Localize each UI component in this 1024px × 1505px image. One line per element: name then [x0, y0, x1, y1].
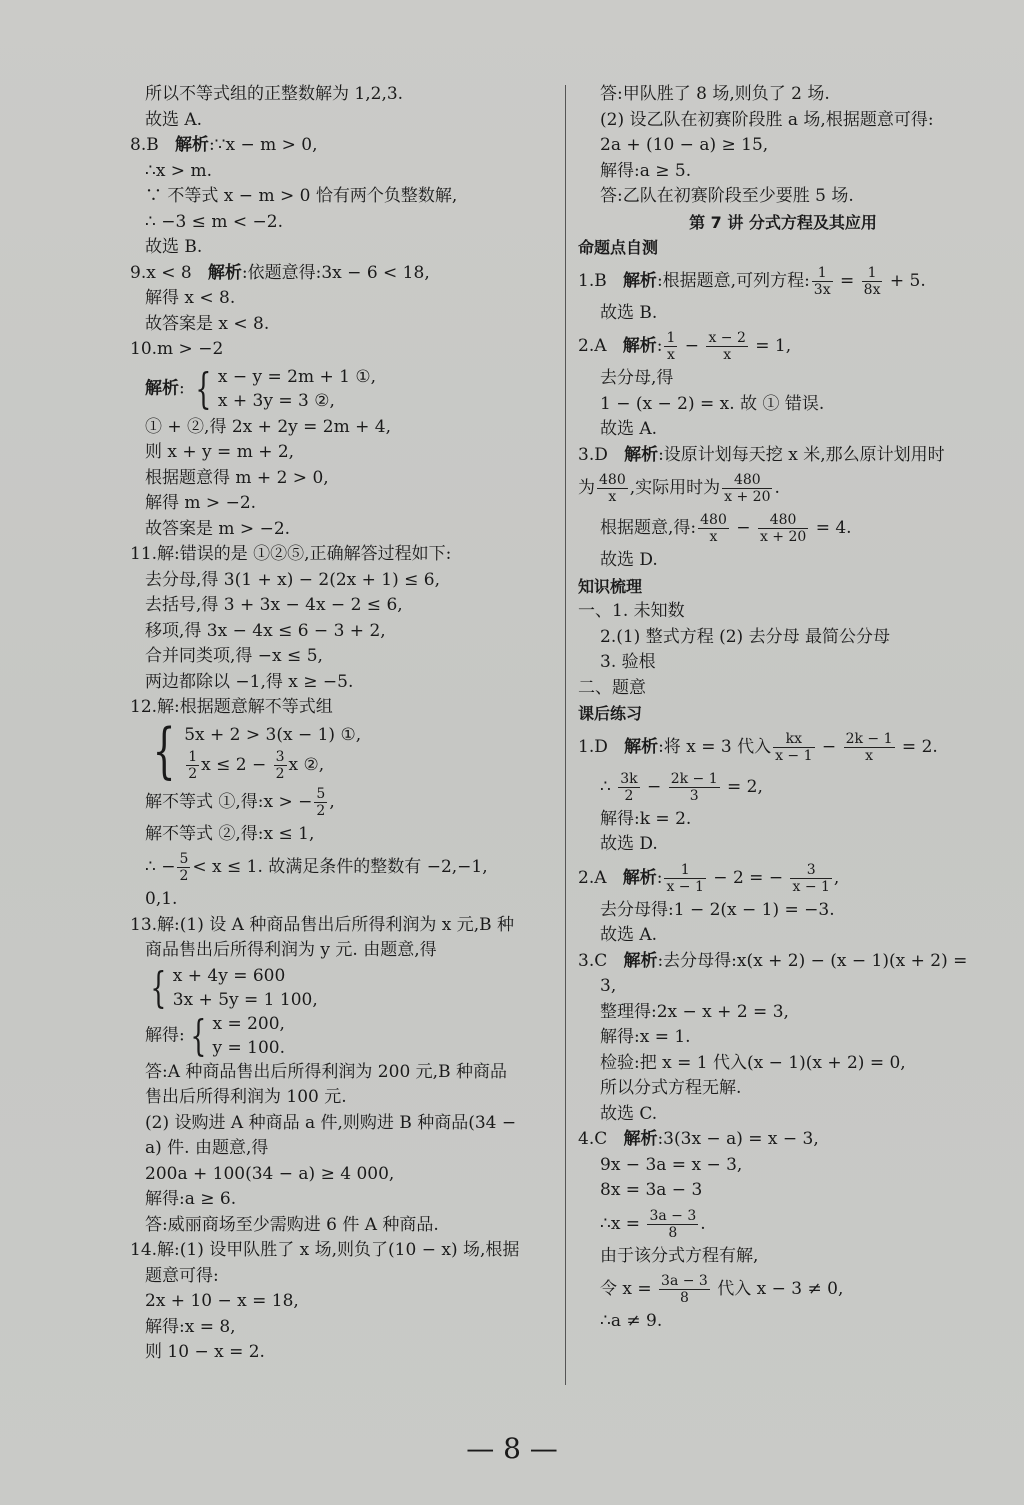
denominator: 3 [689, 787, 699, 804]
fraction [758, 512, 808, 545]
text-line: 故选 D. [600, 550, 658, 570]
text-line: 故选 A. [600, 925, 658, 945]
answer-key: 3.D [578, 444, 608, 465]
text-line [578, 1204, 988, 1244]
text-line: 则 10 − x = 2. [145, 1342, 265, 1362]
fraction [698, 512, 729, 545]
fraction [186, 749, 199, 782]
text-line: 9x − 3a = x − 3, [600, 1154, 743, 1175]
equation: 5x + 2 > 3(x − 1) ①, [184, 724, 362, 745]
numerator: 3a − 3 [649, 1207, 697, 1224]
q9-line [130, 261, 555, 287]
analysis-label: 解析 [623, 950, 658, 971]
numerator: 3 [275, 748, 285, 765]
text-span: < x ≤ 1. 故满足条件的整数有 −2,−1, [192, 857, 488, 877]
denominator: x + 20 [759, 529, 807, 545]
text-line: 答:甲队胜了 8 场,则负了 2 场. [600, 84, 830, 104]
denominator: 2 [188, 765, 198, 782]
text-line: 去分母得:1 − 2(x − 1) = −3. [600, 899, 835, 920]
answer-key: 4.C [578, 1129, 608, 1149]
fraction [844, 731, 895, 764]
equation: 3x + 5y = 1 100, [172, 989, 318, 1010]
text-line: 解不等式 ②,得:x ≤ 1, [145, 823, 315, 844]
equation-system [145, 716, 362, 786]
denominator: x [709, 529, 718, 545]
denominator: 8 [679, 1290, 689, 1306]
q13-system [130, 964, 555, 1012]
denominator: 2 [624, 787, 634, 804]
numerator: 5 [179, 851, 189, 867]
brace-icon: { [152, 716, 176, 786]
denominator: 2 [275, 765, 285, 782]
text-span: 解得: [145, 1025, 185, 1045]
text-line: 两边都除以 −1,得 x ≥ −5. [145, 671, 354, 692]
fraction [706, 330, 747, 363]
text-line: 答:A 种商品售出后所得利润为 200 元,B 种商品 [145, 1061, 507, 1082]
e1-line [578, 727, 988, 767]
equation: x + 3y = 3 ②, [217, 390, 335, 411]
text-line: 检验:把 x = 1 代入(x − 1)(x + 2) = 0, [600, 1052, 906, 1073]
text-span: x ≤ 2 − [201, 754, 267, 775]
fraction [812, 265, 833, 298]
equation: x − y = 2m + 1 ①, [217, 366, 377, 387]
fraction [177, 851, 190, 884]
text-line [578, 1269, 988, 1309]
numerator: 480 [722, 472, 772, 489]
numerator: 1 [188, 748, 198, 765]
text-line: 则 x + y = m + 2, [145, 442, 295, 462]
text-span: = 1, [755, 336, 792, 356]
text-line: 一、1. 未知数 [578, 601, 685, 621]
fraction [773, 731, 814, 764]
numerator: 3a − 3 [661, 1273, 708, 1289]
fraction [669, 771, 720, 804]
denominator: x − 1 [775, 747, 813, 764]
text-span: = [840, 270, 855, 291]
text-line: 解得 x < 8. [145, 288, 236, 308]
right-column [578, 82, 988, 1335]
text-span: = 2. [901, 736, 938, 757]
answer-key: 2.A [578, 336, 607, 356]
answer-key: 3.C [578, 950, 608, 971]
text-line [578, 508, 988, 548]
text-line: 整理得:2x − x + 2 = 3, [600, 1001, 789, 1022]
text-span: x ②, [288, 754, 325, 775]
numerator: 1 [664, 862, 705, 879]
section-title: 第 7 讲 分式方程及其应用 [689, 212, 877, 232]
text-line: 根据题意得 m + 2 > 0, [145, 467, 329, 488]
text-line: 解得:x = 8, [145, 1316, 236, 1337]
text-span: :∵x − m > 0, [208, 135, 318, 155]
text-line: 200a + 100(34 − a) ≥ 4 000, [145, 1163, 395, 1184]
text-line [578, 767, 988, 807]
e4-line [578, 1127, 988, 1153]
equation: y = 100. [212, 1037, 285, 1058]
numerator: 3k [620, 770, 638, 787]
subsection-heading: 课后练习 [578, 704, 643, 723]
text-line: 所以分式方程无解. [600, 1078, 742, 1098]
brace-icon: { [190, 1010, 207, 1060]
equation: x + 4y = 600 [172, 965, 286, 986]
text-span: − 2 = − [713, 867, 784, 888]
fraction [314, 786, 327, 819]
fraction [659, 1273, 710, 1306]
numerator: 480 [700, 512, 727, 528]
text-span: :去分母得:x(x + 2) − (x − 1)(x + 2) = [657, 950, 968, 971]
numerator: 5 [316, 785, 326, 802]
text-line: 2a + (10 − a) ≥ 15, [600, 135, 769, 155]
text-line: 题意可得: [145, 1265, 219, 1286]
answer-key: 1.B [578, 270, 607, 291]
text-line: ∵ 不等式 x − m > 0 恰有两个负整数解, [145, 186, 458, 206]
text-line: 二、题意 [578, 677, 646, 698]
fraction [647, 1208, 698, 1241]
equation-system [145, 964, 318, 1012]
text-line: 解得:a ≥ 5. [600, 160, 692, 181]
numerator: 3 [790, 862, 831, 879]
text-line: 解得:x = 1. [600, 1027, 691, 1047]
text-line: 2x + 10 − x = 18, [145, 1291, 299, 1311]
fraction [790, 862, 831, 895]
text-span: , [329, 791, 335, 812]
denominator: 2 [179, 868, 189, 884]
analysis-label: 解析 [174, 135, 209, 155]
denominator: 8 [668, 1224, 678, 1241]
denominator: 2 [316, 802, 326, 819]
brace-icon: { [195, 363, 212, 413]
text-span: :依题意得:3x − 6 < 18, [241, 262, 430, 283]
answer-key: 8.B [130, 135, 159, 155]
text-line: 13.解:(1) 设 A 种商品售出后所得利润为 x 元,B 种 [130, 914, 515, 935]
text-span: , [833, 867, 840, 888]
denominator: 3x [813, 281, 831, 298]
text-line: 3. 验根 [600, 652, 656, 672]
text-line: 去分母,得 3(1 + x) − 2(2x + 1) ≤ 6, [145, 569, 441, 590]
text-line: 合并同类项,得 −x ≤ 5, [145, 646, 323, 666]
text-span: = 2, [727, 776, 763, 797]
analysis-label: 解析 [622, 270, 657, 291]
numerator: 480 [599, 472, 626, 488]
text-line: 答:乙队在初赛阶段至少要胜 5 场. [600, 186, 854, 206]
fraction [862, 265, 883, 298]
text-span: ,实际用时为 [629, 478, 721, 498]
text-line: 3, [600, 976, 617, 996]
text-line: 由于该分式方程有解, [600, 1245, 759, 1266]
brace-icon: { [150, 962, 167, 1012]
equation: x = 200, [212, 1013, 285, 1034]
numerator: 1 [666, 330, 676, 346]
text-span: 解不等式 ①,得:x > − [145, 791, 313, 812]
text-line: 故答案是 m > −2. [145, 518, 291, 539]
denominator: x − 1 [666, 878, 704, 895]
denominator: x [723, 347, 732, 363]
text-line: 去括号,得 3 + 3x − 4x − 2 ≤ 6, [145, 595, 403, 615]
analysis-label: 解析 [624, 736, 659, 757]
text-line [578, 468, 988, 508]
text-span: ∴x = [600, 1213, 641, 1234]
answer-key: 9.x < 8 [130, 262, 192, 283]
text-span: :设原计划每天挖 x 米,那么原计划用时 [658, 444, 945, 465]
equation [184, 749, 361, 782]
numerator: 1 [812, 265, 833, 282]
text-span: − [647, 776, 662, 797]
text-line: ∴a ≠ 9. [600, 1311, 663, 1331]
text-span: 根据题意,得: [600, 518, 697, 538]
q12-system [130, 716, 555, 786]
text-span: . [700, 1213, 706, 1234]
p3-line [578, 443, 988, 469]
answer-key: 2.A [578, 867, 607, 888]
page-number: — 8 — [466, 1432, 558, 1465]
text-line [130, 782, 555, 822]
p1-line [578, 261, 988, 301]
fraction [618, 771, 639, 804]
numerator: x − 2 [708, 330, 746, 346]
denominator: x [608, 489, 617, 505]
text-line: 故选 B. [600, 302, 658, 323]
analysis-label: 解析 [624, 444, 659, 465]
denominator: x [666, 347, 675, 363]
text-line: 故答案是 x < 8. [145, 313, 270, 334]
q10-system: 解析: { x − y = 2m + 1 ①, x + 3y = 3 ②, [145, 363, 377, 413]
text-line: 移项,得 3x − 4x ≤ 6 − 3 + 2, [145, 620, 386, 641]
answer-key: 1.D [578, 736, 608, 757]
text-line: 解得:a ≥ 6. [145, 1189, 237, 1209]
text-line: 解得:k = 2. [600, 808, 692, 829]
text-line: 12.解:根据题意解不等式组 [130, 697, 333, 717]
text-line: 解得 m > −2. [145, 493, 257, 513]
text-line: ① + ②,得 2x + 2y = 2m + 4, [145, 416, 391, 437]
text-line: (2) 设乙队在初赛阶段胜 a 场,根据题意可得: [600, 109, 934, 130]
text-line: 11.解:错误的是 ①②⑤,正确解答过程如下: [130, 544, 452, 564]
text-span: 为 [578, 478, 595, 498]
text-span: 令 x = [600, 1279, 652, 1299]
fraction [597, 472, 628, 505]
e3-line [578, 949, 988, 975]
analysis-label: 解析 [623, 1129, 658, 1149]
numerator: 2k − 1 [670, 770, 718, 787]
equation-system [190, 365, 376, 413]
text-line: 故选 A. [145, 109, 203, 130]
text-line: 所以不等式组的正整数解为 1,2,3. [145, 84, 404, 104]
text-line: 故选 B. [145, 237, 203, 257]
text-line: (2) 设购进 A 种商品 a 件,则购进 B 种商品(34 − [145, 1112, 517, 1133]
analysis-label: 解析 [207, 262, 242, 283]
fraction [722, 472, 772, 505]
analysis-label: 解析 [622, 867, 657, 888]
text-line: 答:威丽商场至少需购进 6 件 A 种商品. [145, 1214, 439, 1235]
numerator: kx [773, 731, 814, 748]
text-line: 故选 C. [600, 1103, 658, 1124]
text-line [130, 847, 555, 887]
text-line: 去分母,得 [600, 368, 674, 388]
subsection-heading: 命题点自测 [578, 238, 659, 257]
text-span: − [684, 336, 700, 356]
subsection-heading: 知识梳理 [578, 576, 643, 596]
text-line: 14.解:(1) 设甲队胜了 x 场,则负了(10 − x) 场,根据 [130, 1240, 520, 1260]
denominator: x − 1 [792, 878, 830, 895]
text-span: ∴ − [145, 857, 176, 877]
numerator: 2k − 1 [845, 730, 893, 747]
q8-line [130, 133, 555, 159]
fraction [664, 862, 705, 895]
left-column [130, 82, 555, 1366]
text-span: − [736, 518, 751, 538]
numerator: 480 [758, 512, 808, 529]
denominator: 8x [863, 281, 881, 298]
text-line: 8x = 3a − 3 [600, 1180, 703, 1200]
text-span: :3(3x − a) = x − 3, [657, 1129, 819, 1149]
analysis-label: 解析 [145, 378, 179, 398]
text-span: + 5. [889, 270, 926, 291]
e2-line: 2.A 解析: $\frac{1}{x - 1}$ − 2 = − $\frac{3}{x - 1}$ , [578, 861, 840, 895]
text-line: ∴x > m. [145, 160, 212, 181]
text-span: :将 x = 3 代入 [658, 736, 772, 757]
fraction [274, 749, 287, 782]
text-line: 2.(1) 整式方程 (2) 去分母 最简公分母 [600, 626, 890, 647]
p2-line: 2.A 解析: $\frac{1}{x}$ − $\frac{x - 2}{x}$ = 1, [578, 330, 792, 363]
text-line: 故选 D. [600, 834, 658, 854]
fraction [664, 330, 677, 363]
text-span: . [774, 478, 780, 498]
column-divider [565, 85, 566, 1385]
text-line: a) 件. 由题意,得 [145, 1138, 269, 1158]
equation-system [185, 1012, 285, 1060]
text-line: 1 − (x − 2) = x. 故 ① 错误. [600, 393, 825, 414]
text-line: 售出后所得利润为 100 元. [145, 1087, 347, 1107]
text-span: :根据题意,可列方程: [656, 270, 810, 291]
text-span: 代入 x − 3 ≠ 0, [717, 1279, 844, 1299]
q13-solution [130, 1012, 555, 1060]
text-line: ∴ −3 ≤ m < −2. [145, 211, 283, 232]
text-span: ∴ [600, 776, 611, 797]
text-line: 商品售出后所得利润为 y 元. 由题意,得 [145, 940, 437, 960]
denominator: x + 20 [724, 489, 771, 505]
text-span: = 4. [815, 518, 852, 538]
analysis-label: 解析 [622, 336, 657, 356]
text-line: 10.m > −2 [130, 339, 224, 359]
text-line: 0,1. [145, 889, 178, 909]
denominator: x [865, 747, 873, 764]
numerator: 1 [862, 265, 883, 282]
text-line: 故选 A. [600, 419, 658, 439]
text-span: − [821, 736, 837, 757]
